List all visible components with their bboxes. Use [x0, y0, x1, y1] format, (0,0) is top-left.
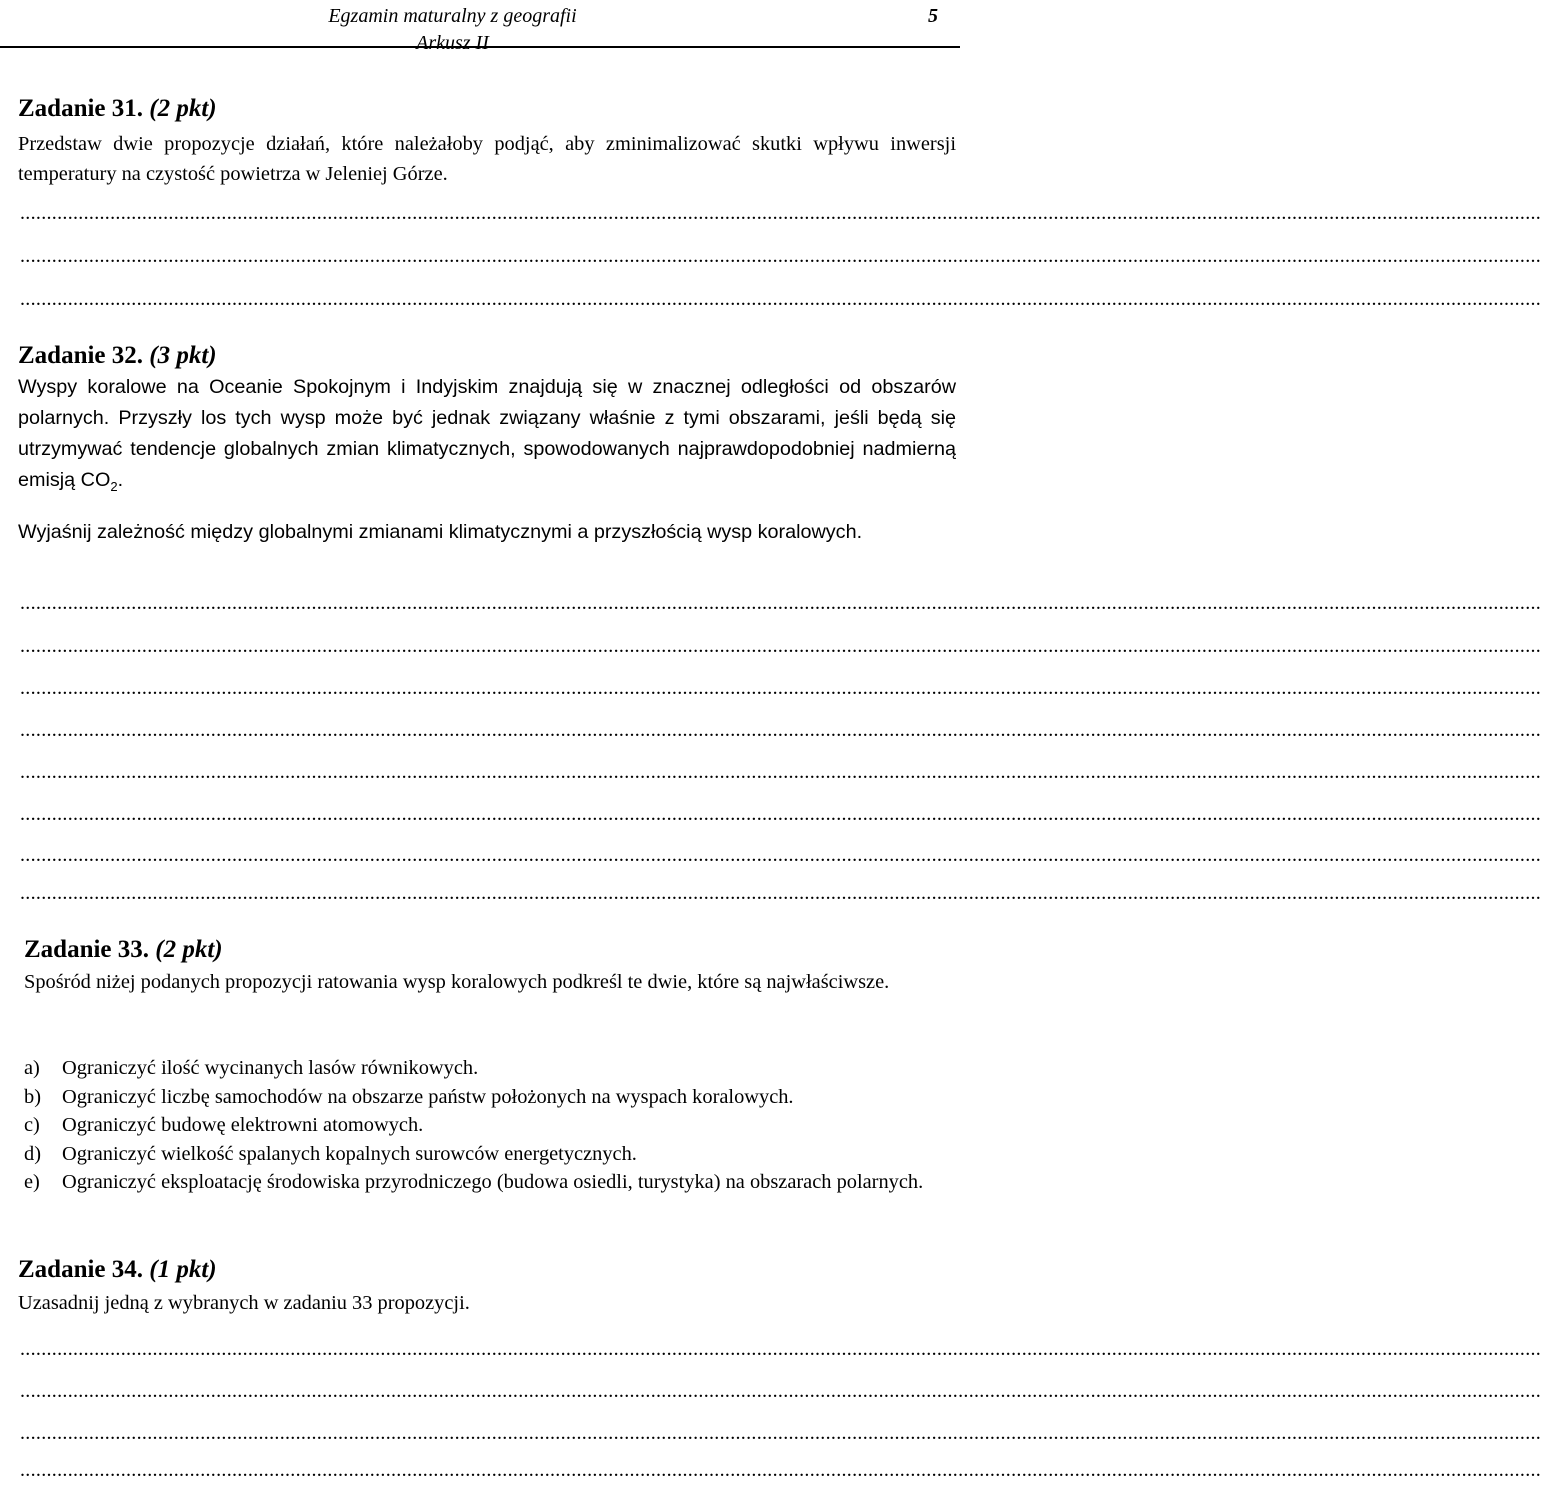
option-text[interactable]: Ograniczyć liczbę samochodów na obszarze państw położonych na wyspach koralowych.	[62, 1086, 794, 1108]
page-number: 5	[928, 5, 938, 27]
exam-sheet: Arkusz II	[416, 32, 489, 54]
task32-text-end: .	[117, 469, 124, 491]
option-label: a)	[24, 1057, 40, 1079]
task34-title: Zadanie 34.	[18, 1256, 144, 1283]
task31-title: Zadanie 31.	[18, 95, 144, 122]
task32-text-main: Przyszły los tych wysp może być jednak związany właśnie z tymi obszarami, jeśli będą się utrzymywać tendencje globalnych zmian klimatycznych, spowodowanych najprawdopodobniej nadmierną emisją CO	[18, 407, 956, 491]
answer-line-32-7[interactable]: ...............................................................................................................................................................................................................................................................................................	[20, 844, 1541, 866]
option-e[interactable]	[24, 1168, 960, 1226]
option-text[interactable]: Ograniczyć wielkość spalanych kopalnych surowców energetycznych.	[62, 1143, 637, 1165]
task34-points: (1 pkt)	[149, 1256, 217, 1283]
exam-subject: Egzamin maturalny z geografii	[328, 5, 577, 27]
task31-points: (2 pkt)	[149, 95, 217, 122]
option-text[interactable]: Ograniczyć budowę elektrowni atomowych.	[62, 1114, 424, 1136]
exam-title	[0, 3, 905, 57]
answer-line-31-3[interactable]: ...............................................................................................................................................................................................................................................................................................	[20, 288, 1541, 310]
task32-title: Zadanie 32.	[18, 342, 144, 369]
task34-heading	[18, 1254, 217, 1286]
task31-text: Przedstaw dwie propozycje działań, które należałoby podjąć, aby zminimalizować skutki wpływu inwersji temperatury na czystość powietrza w Jeleniej Górze.	[18, 133, 956, 185]
co2-subscript: 2	[110, 478, 118, 494]
task32-question: Wyjaśnij zależność między globalnymi zmianami klimatycznymi a przyszłością wysp koralowych.	[18, 521, 863, 543]
answer-line-32-6[interactable]: ...............................................................................................................................................................................................................................................................................................	[20, 803, 1541, 825]
task34-text: Uzasadnij jedną z wybranych w zadaniu 33 propozycji.	[18, 1292, 470, 1314]
answer-line-34-1[interactable]: ...............................................................................................................................................................................................................................................................................................	[20, 1338, 1541, 1360]
answer-line-32-5[interactable]: ...............................................................................................................................................................................................................................................................................................	[20, 761, 1541, 783]
task33-text: Spośród niżej podanych propozycji ratowania wysp koralowych podkreśl te dwie, które są najwłaściwsze.	[24, 971, 890, 993]
answer-line-34-2[interactable]: ...............................................................................................................................................................................................................................................................................................	[20, 1380, 1541, 1402]
task31-heading	[18, 93, 217, 125]
task33-heading	[24, 934, 223, 966]
task32-points: (3 pkt)	[149, 342, 217, 369]
answer-line-34-4[interactable]: ...............................................................................................................................................................................................................................................................................................	[20, 1459, 1541, 1481]
option-label: d)	[24, 1143, 41, 1165]
task32-heading	[18, 340, 217, 372]
answer-line-32-2[interactable]: ...............................................................................................................................................................................................................................................................................................	[20, 635, 1541, 657]
answer-line-32-1[interactable]: ...............................................................................................................................................................................................................................................................................................	[20, 592, 1541, 614]
task33-points: (2 pkt)	[155, 936, 223, 963]
answer-line-32-4[interactable]: ...............................................................................................................................................................................................................................................................................................	[20, 719, 1541, 741]
option-text[interactable]: Ograniczyć eksploatację środowiska przyrodniczego (budowa osiedli, turystyka) na obszarach polarnych.	[62, 1171, 924, 1193]
page-header	[0, 0, 960, 54]
answer-line-31-2[interactable]: ...............................................................................................................................................................................................................................................................................................	[20, 245, 1541, 267]
task33-title: Zadanie 33.	[24, 936, 150, 963]
task32-text	[18, 372, 956, 502]
answer-line-31-1[interactable]: ...............................................................................................................................................................................................................................................................................................	[20, 202, 1541, 224]
answer-line-32-8[interactable]: ...............................................................................................................................................................................................................................................................................................	[20, 882, 1541, 904]
option-label: b)	[24, 1086, 41, 1108]
option-label: e)	[24, 1171, 40, 1193]
option-text[interactable]: Ograniczyć ilość wycinanych lasów równikowych.	[62, 1057, 479, 1079]
answer-line-34-3[interactable]: ...............................................................................................................................................................................................................................................................................................	[20, 1422, 1541, 1444]
task32-text-intro: Wyspy koralowe na Oceanie Spokojnym i Indyjskim znajdują się w znacznej odległości od obszarów polarnych.	[18, 376, 956, 429]
answer-line-32-3[interactable]: ...............................................................................................................................................................................................................................................................................................	[20, 677, 1541, 699]
option-label: c)	[24, 1114, 40, 1136]
